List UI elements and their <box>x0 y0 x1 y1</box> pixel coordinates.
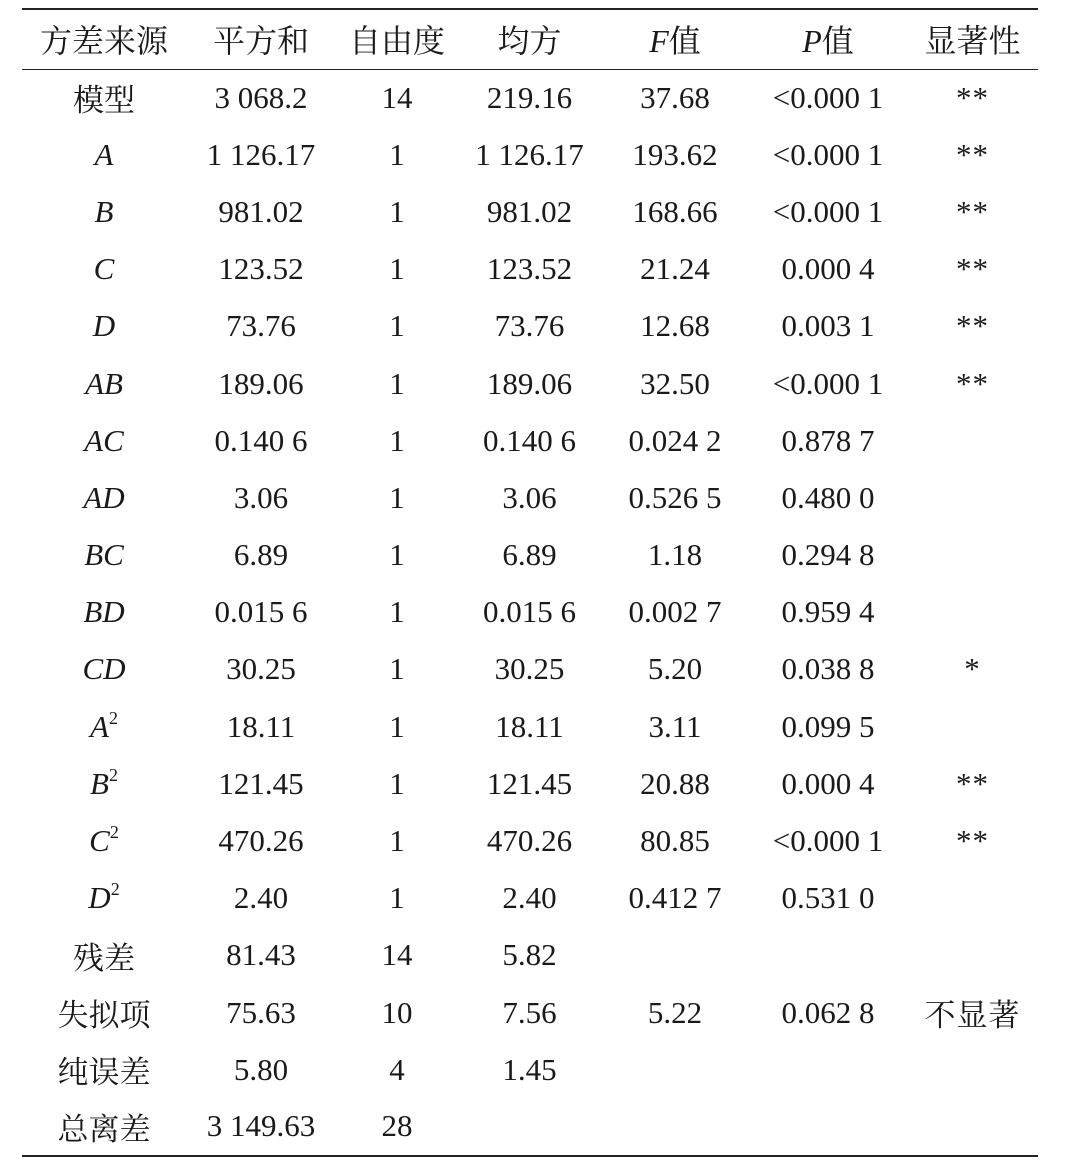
p-value-cell <box>749 1098 907 1155</box>
significance-cell: ** <box>956 251 989 287</box>
f-value-cell <box>601 1098 749 1155</box>
source-cell <box>22 126 186 183</box>
p-value-cell: <0.000 1 <box>772 136 884 172</box>
table-row <box>22 755 1038 812</box>
header-f-symbol: F <box>649 23 669 60</box>
p-value-cell <box>749 1041 907 1098</box>
mean-square-cell: 0.140 6 <box>483 422 576 458</box>
p-value-cell: 0.038 8 <box>781 651 875 687</box>
sum-of-squares-cell: 121.45 <box>218 765 304 801</box>
sum-of-squares-cell: 0.140 6 <box>214 422 308 458</box>
source-label: 纯误差 <box>57 1055 151 1091</box>
header-f-value <box>601 9 749 69</box>
degrees-of-freedom-cell: 14 <box>381 937 413 973</box>
f-value-cell: 32.50 <box>640 365 710 401</box>
f-value-cell: 5.20 <box>647 651 703 687</box>
table-body <box>22 69 1038 1156</box>
header-p-symbol: P <box>802 23 822 60</box>
table-row <box>22 241 1038 298</box>
table-row <box>22 469 1038 526</box>
source-cell <box>22 927 186 984</box>
sum-of-squares-cell: 30.25 <box>226 651 296 687</box>
sum-of-squares-cell: 73.76 <box>226 308 296 344</box>
header-mean-square: 均方 <box>458 9 601 69</box>
source-cell <box>22 812 186 869</box>
table-row <box>22 927 1038 984</box>
degrees-of-freedom-cell: 1 <box>389 193 405 229</box>
degrees-of-freedom-cell: 1 <box>389 537 405 573</box>
degrees-of-freedom-cell: 1 <box>389 594 405 630</box>
degrees-of-freedom-cell: 14 <box>381 79 413 115</box>
significance-cell: ** <box>956 365 989 401</box>
p-value-cell: 0.000 4 <box>781 765 875 801</box>
significance-cell <box>907 1098 1038 1155</box>
header-p-suffix: 值 <box>821 23 854 60</box>
anova-table <box>22 8 1038 1157</box>
degrees-of-freedom-cell: 1 <box>389 479 405 515</box>
mean-square-cell: 123.52 <box>486 251 573 287</box>
source-cell <box>22 1041 186 1098</box>
degrees-of-freedom-cell: 10 <box>381 994 413 1030</box>
table-row <box>22 527 1038 584</box>
header-source: 方差来源 <box>22 9 186 69</box>
significance-cell <box>907 469 1038 526</box>
sum-of-squares-cell: 6.89 <box>233 537 289 573</box>
sum-of-squares-cell: 3.06 <box>233 479 289 515</box>
mean-square-cell: 30.25 <box>494 651 565 687</box>
p-value-cell: 0.878 7 <box>781 422 875 458</box>
header-f-suffix: 值 <box>668 23 701 60</box>
table-row <box>22 69 1038 126</box>
source-cell <box>22 69 186 126</box>
source-label: BD <box>83 594 125 630</box>
source-label: 残差 <box>73 940 135 976</box>
p-value-cell: 0.294 8 <box>781 537 875 573</box>
source-cell <box>22 241 186 298</box>
mean-square-cell: 3.06 <box>502 479 557 515</box>
source-label: AB <box>85 365 123 401</box>
f-value-cell: 168.66 <box>632 193 718 229</box>
source-label: A <box>90 708 109 744</box>
source-cell <box>22 298 186 355</box>
degrees-of-freedom-cell: 28 <box>336 1098 458 1155</box>
table-row <box>22 1098 1038 1155</box>
f-value-cell: 193.62 <box>632 136 718 172</box>
header-p-value <box>749 9 907 69</box>
table-row <box>22 870 1038 927</box>
source-label: 总离差 <box>57 1111 151 1147</box>
significance-cell: ** <box>956 308 989 344</box>
source-cell <box>22 183 186 240</box>
anova-table-container <box>22 8 1038 1157</box>
mean-square-cell: 0.015 6 <box>483 594 576 630</box>
degrees-of-freedom-cell: 1 <box>389 708 405 744</box>
sum-of-squares-cell: 1 126.17 <box>206 136 316 172</box>
source-label: 模型 <box>73 83 135 119</box>
header-row <box>22 9 1038 69</box>
p-value-cell: <0.000 1 <box>772 193 884 229</box>
sum-of-squares-cell: 18.11 <box>226 708 296 744</box>
p-value-cell: 0.480 0 <box>781 479 875 515</box>
mean-square-cell: 219.16 <box>486 79 573 115</box>
mean-square-cell: 1 126.17 <box>475 136 584 172</box>
source-cell <box>22 412 186 469</box>
significance-cell <box>907 527 1038 584</box>
f-value-cell: 3.11 <box>648 708 702 744</box>
source-label: D <box>88 880 111 916</box>
source-label: 失拟项 <box>57 998 151 1034</box>
p-value-cell: <0.000 1 <box>772 823 884 859</box>
degrees-of-freedom-cell: 1 <box>389 880 405 916</box>
degrees-of-freedom-cell: 1 <box>389 823 405 859</box>
f-value-cell: 0.002 7 <box>628 594 722 630</box>
source-label: A <box>94 136 114 172</box>
f-value-cell: 20.88 <box>640 765 710 801</box>
table-row <box>22 984 1038 1041</box>
source-cell <box>22 527 186 584</box>
sum-of-squares-cell: 0.015 6 <box>214 594 308 630</box>
source-label: AC <box>84 422 124 458</box>
sum-of-squares-cell: 189.06 <box>218 365 304 401</box>
mean-square-cell <box>458 1098 601 1155</box>
f-value-cell: 37.68 <box>640 79 710 115</box>
significance-cell: ** <box>956 79 989 115</box>
header-sum-of-squares: 平方和 <box>186 9 336 69</box>
degrees-of-freedom-cell: 1 <box>389 422 405 458</box>
mean-square-cell: 470.26 <box>486 823 573 859</box>
table-row <box>22 584 1038 641</box>
source-label: B <box>90 765 109 801</box>
source-label: C <box>89 823 110 859</box>
table-row <box>22 412 1038 469</box>
degrees-of-freedom-cell: 1 <box>389 136 405 172</box>
f-value-cell: 21.24 <box>640 251 710 287</box>
source-cell <box>22 984 186 1041</box>
significance-cell <box>907 870 1038 927</box>
p-value-cell <box>749 927 907 984</box>
significance-cell <box>907 584 1038 641</box>
source-label: D <box>92 308 116 344</box>
mean-square-cell: 18.11 <box>495 708 564 744</box>
sum-of-squares-cell: 81.43 <box>226 937 296 973</box>
source-cell <box>22 1098 186 1155</box>
mean-square-cell: 2.40 <box>502 880 557 916</box>
f-value-cell: 80.85 <box>640 823 710 859</box>
f-value-cell: 0.024 2 <box>628 422 722 458</box>
p-value-cell: 0.959 4 <box>781 594 875 630</box>
sum-of-squares-cell: 3 149.63 <box>186 1098 336 1155</box>
f-value-cell: 0.412 7 <box>628 880 722 916</box>
sum-of-squares-cell: 5.80 <box>233 1051 289 1087</box>
sum-of-squares-cell: 75.63 <box>226 994 296 1030</box>
mean-square-cell: 6.89 <box>502 537 557 573</box>
p-value-cell: <0.000 1 <box>772 79 884 115</box>
f-value-cell: 0.526 5 <box>628 479 722 515</box>
significance-cell <box>907 1041 1038 1098</box>
sum-of-squares-cell: 2.40 <box>233 880 289 916</box>
mean-square-cell: 981.02 <box>486 193 573 229</box>
degrees-of-freedom-cell: 1 <box>389 651 405 687</box>
table-row <box>22 355 1038 412</box>
p-value-cell: <0.000 1 <box>772 365 884 401</box>
mean-square-cell: 189.06 <box>486 365 573 401</box>
source-cell <box>22 641 186 698</box>
p-value-cell: 0.099 5 <box>781 708 875 744</box>
f-value-cell <box>601 1041 749 1098</box>
sum-of-squares-cell: 981.02 <box>218 193 304 229</box>
source-cell <box>22 469 186 526</box>
f-value-cell: 5.22 <box>647 994 703 1030</box>
header-degrees-of-freedom: 自由度 <box>336 9 458 69</box>
f-value-cell: 12.68 <box>640 308 710 344</box>
table-row <box>22 126 1038 183</box>
mean-square-cell: 5.82 <box>502 937 557 973</box>
f-value-cell: 1.18 <box>647 537 703 573</box>
p-value-cell: 0.003 1 <box>781 308 875 344</box>
table-header <box>22 9 1038 69</box>
source-exponent: 2 <box>108 707 118 728</box>
degrees-of-freedom-cell: 1 <box>389 365 405 401</box>
table-row <box>22 183 1038 240</box>
source-cell <box>22 698 186 755</box>
degrees-of-freedom-cell: 1 <box>389 308 405 344</box>
source-label: C <box>93 251 115 287</box>
source-cell <box>22 584 186 641</box>
source-label: BC <box>84 537 124 573</box>
significance-cell: ** <box>956 823 989 859</box>
source-label: B <box>94 193 114 229</box>
source-label: AD <box>83 479 125 515</box>
mean-square-cell: 73.76 <box>494 308 565 344</box>
p-value-cell: 0.000 4 <box>781 251 875 287</box>
significance-cell <box>907 927 1038 984</box>
f-value-cell <box>601 927 749 984</box>
significance-cell: ** <box>956 136 989 172</box>
source-exponent: 2 <box>109 822 119 843</box>
source-cell <box>22 755 186 812</box>
significance-cell: ** <box>956 193 989 229</box>
mean-square-cell: 1.45 <box>502 1051 557 1087</box>
sum-of-squares-cell: 123.52 <box>218 251 304 287</box>
degrees-of-freedom-cell: 1 <box>389 251 405 287</box>
significance-cell: ** <box>956 765 989 801</box>
source-cell <box>22 870 186 927</box>
mean-square-cell: 7.56 <box>502 994 557 1030</box>
table-row <box>22 698 1038 755</box>
source-cell <box>22 355 186 412</box>
significance-cell <box>907 412 1038 469</box>
table-row <box>22 1041 1038 1098</box>
table-row <box>22 641 1038 698</box>
table-row <box>22 812 1038 869</box>
header-significance: 显著性 <box>907 9 1038 69</box>
sum-of-squares-cell: 470.26 <box>218 823 304 859</box>
p-value-cell: 0.531 0 <box>781 880 875 916</box>
significance-cell: 不显著 <box>924 998 1021 1034</box>
source-exponent: 2 <box>108 764 118 785</box>
significance-cell: * <box>964 651 981 687</box>
p-value-cell: 0.062 8 <box>781 994 875 1030</box>
source-exponent: 2 <box>110 879 120 900</box>
sum-of-squares-cell: 3 068.2 <box>214 79 308 115</box>
table-row <box>22 298 1038 355</box>
mean-square-cell: 121.45 <box>486 765 573 801</box>
source-label: CD <box>82 651 126 687</box>
significance-cell <box>907 698 1038 755</box>
degrees-of-freedom-cell: 1 <box>389 765 405 801</box>
degrees-of-freedom-cell: 4 <box>389 1051 405 1087</box>
